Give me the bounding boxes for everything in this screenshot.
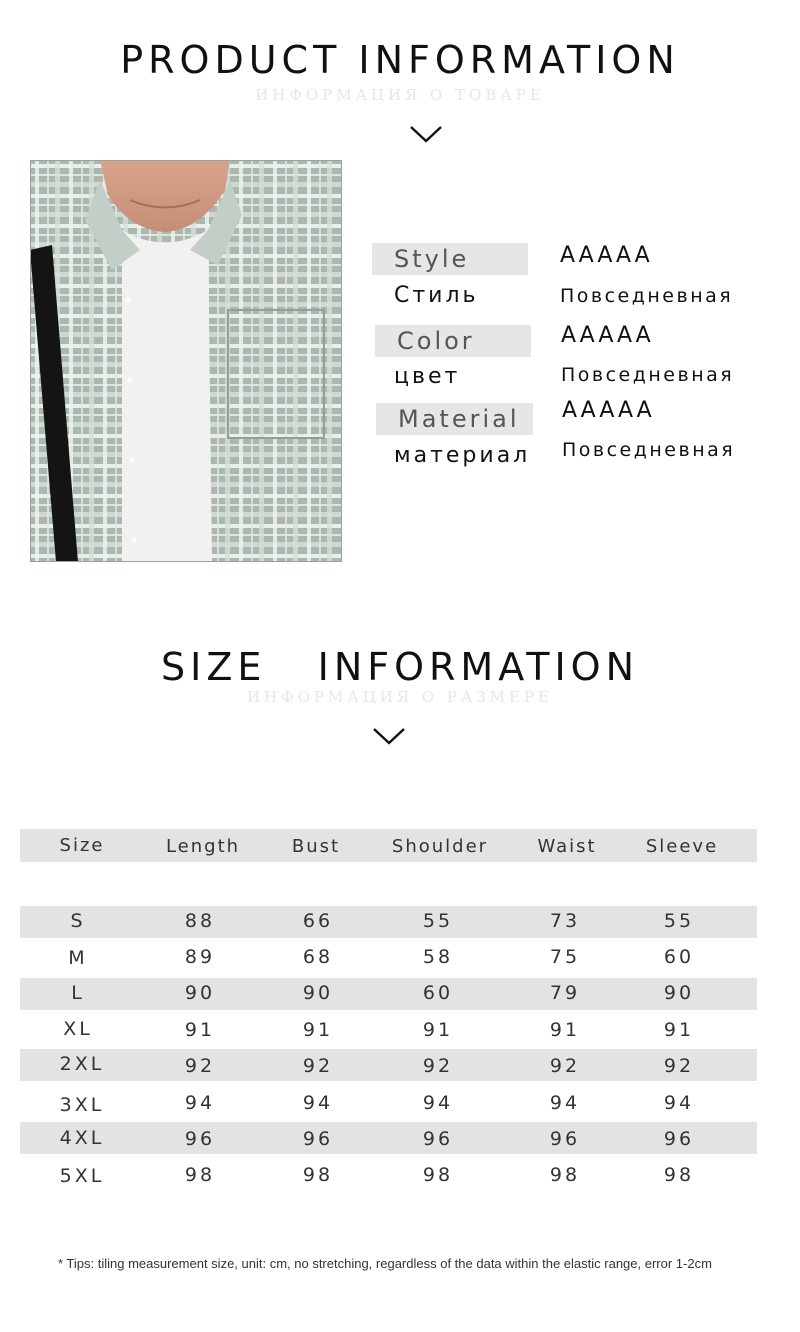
- bust-cell: 94: [302, 1092, 334, 1114]
- shoulder-cell: 55: [422, 910, 454, 932]
- sleeve-cell: 94: [663, 1092, 695, 1114]
- size-cell: 2XL: [59, 1053, 105, 1075]
- length-cell: 91: [184, 1019, 216, 1041]
- sleeve-cell: 90: [663, 982, 695, 1004]
- length-cell: 90: [184, 982, 216, 1004]
- size-info-title: SIZE INFORMATION: [161, 645, 639, 689]
- size-cell: 5XL: [59, 1165, 105, 1187]
- shoulder-cell: 91: [422, 1019, 454, 1041]
- waist-cell: 94: [549, 1092, 581, 1114]
- length-cell: 92: [184, 1055, 216, 1077]
- material-value-ru: Повседневная: [562, 439, 736, 461]
- shoulder-cell: 96: [422, 1128, 454, 1150]
- header-length: Length: [165, 836, 241, 857]
- waist-cell: 92: [549, 1055, 581, 1077]
- color-value-ru: Повседневная: [561, 364, 735, 386]
- waist-cell: 91: [549, 1019, 581, 1041]
- shoulder-cell: 94: [422, 1092, 454, 1114]
- header-size: Size: [59, 835, 105, 856]
- bust-cell: 98: [302, 1164, 334, 1186]
- color-label: Color: [375, 325, 531, 357]
- size-info-subtitle: ИНФОРМАЦИЯ О РАЗМЕРЕ: [247, 688, 553, 706]
- style-label: Style: [372, 243, 528, 275]
- bust-cell: 68: [302, 946, 334, 968]
- bust-cell: 96: [302, 1128, 334, 1150]
- size-cell: S: [70, 910, 86, 932]
- material-value: AAAAA: [562, 398, 655, 423]
- header-sleeve: Sleeve: [645, 836, 719, 857]
- size-cell: XL: [63, 1018, 93, 1040]
- style-label-ru: Стиль: [394, 283, 479, 308]
- chevron-down-icon: [372, 726, 406, 746]
- product-info-title: PRODUCT INFORMATION: [120, 38, 680, 82]
- style-value-ru: Повседневная: [560, 285, 734, 307]
- shoulder-cell: 58: [422, 946, 454, 968]
- material-label: Material: [376, 403, 533, 435]
- material-label-ru: материал: [394, 443, 531, 468]
- header-waist: Waist: [537, 836, 597, 857]
- waist-cell: 79: [549, 982, 581, 1004]
- header-bust: Bust: [291, 836, 341, 857]
- color-value: AAAAA: [561, 323, 654, 348]
- shoulder-cell: 92: [422, 1055, 454, 1077]
- bust-cell: 92: [302, 1055, 334, 1077]
- bust-cell: 66: [302, 910, 334, 932]
- length-cell: 94: [184, 1092, 216, 1114]
- bust-cell: 91: [302, 1019, 334, 1041]
- length-cell: 89: [184, 946, 216, 968]
- length-cell: 98: [184, 1164, 216, 1186]
- length-cell: 96: [184, 1128, 216, 1150]
- waist-cell: 96: [549, 1128, 581, 1150]
- shoulder-cell: 98: [422, 1164, 454, 1186]
- sleeve-cell: 91: [663, 1019, 695, 1041]
- size-cell: 3XL: [59, 1094, 105, 1116]
- sleeve-cell: 60: [663, 946, 695, 968]
- size-cell: 4XL: [59, 1127, 105, 1149]
- size-tips: * Tips: tiling measurement size, unit: cm, no stretching, regardless of the data within the elastic range, error 1-2cm: [58, 1256, 712, 1271]
- waist-cell: 98: [549, 1164, 581, 1186]
- sleeve-cell: 92: [663, 1055, 695, 1077]
- size-cell: M: [68, 947, 88, 969]
- sleeve-cell: 98: [663, 1164, 695, 1186]
- chevron-down-icon: [409, 124, 443, 144]
- color-label-ru: цвет: [394, 364, 461, 389]
- waist-cell: 75: [549, 946, 581, 968]
- style-value: AAAAA: [560, 243, 653, 268]
- sleeve-cell: 96: [663, 1128, 695, 1150]
- waist-cell: 73: [549, 910, 581, 932]
- product-info-subtitle: ИНФОРМАЦИЯ О ТОВАРЕ: [255, 86, 545, 104]
- length-cell: 88: [184, 910, 216, 932]
- shoulder-cell: 60: [422, 982, 454, 1004]
- product-photo: [30, 160, 342, 562]
- bust-cell: 90: [302, 982, 334, 1004]
- header-shoulder: Shoulder: [391, 836, 489, 857]
- sleeve-cell: 55: [663, 910, 695, 932]
- size-cell: L: [71, 982, 85, 1004]
